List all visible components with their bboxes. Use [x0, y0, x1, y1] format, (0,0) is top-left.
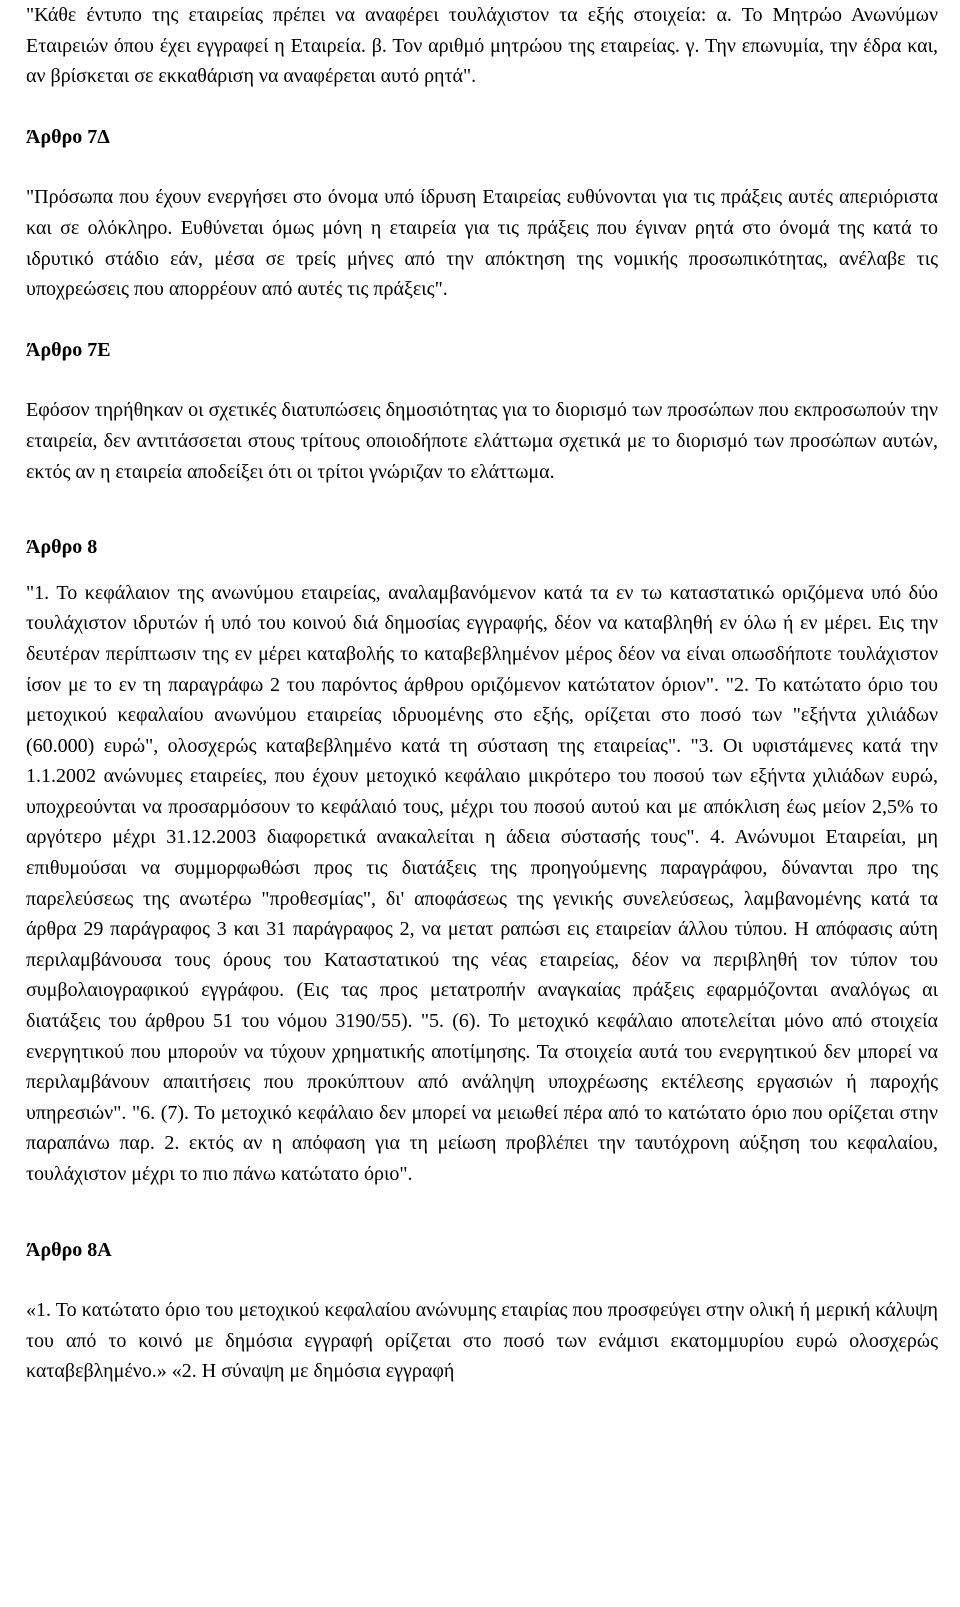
document-page	[26, 0, 938, 1387]
article-8a-heading: Άρθρο 8Α	[26, 1238, 112, 1261]
article-7d-body: "Πρόσωπα που έχουν ενεργήσει στο όνομα υπό ίδρυση Εταιρείας ευθύνονται για τις πράξεις αυτές απεριόριστα και σε ολόκληρο. Ευθύνεται όμως μόνη η εταιρεία για τις πράξεις που έγιναν ρητά στο όνομά της κατά το ιδρυτικό στάδιο εάν, μέσα σε τρείς μήνες από την απόκτηση της νομικής προσωπικότητας, ανέλαβε τις υποχρεώσεις που απορρέουν από αυτές τις πράξεις".	[26, 186, 938, 301]
article-8-heading: Άρθρο 8	[26, 536, 98, 559]
intro-paragraph: "Κάθε έντυπο της εταιρείας πρέπει να αναφέρει τουλάχιστον τα εξής στοιχεία: α. Το Μητρώο Ανωνύμων Εταιρειών όπου έχει εγγραφεί η Εταιρεία. β. Τον αριθμό μητρώου της εταιρείας. γ. Την επωνυμία, την έδρα και, αν βρίσκεται σε εκκαθάριση να αναφέρεται αυτό ρητά".	[26, 4, 938, 88]
article-8a-body: «1. Το κατώτατο όριο του μετοχικού κεφαλαίου ανώνυμης εταιρίας που προσφεύγει στην ολική ή μερική κάλυψη του από το κοινό με δημόσια εγγραφή ορίζεται στο ποσό των ενάμισι εκατομμυρίου ευρώ ολοσχερώς καταβεβλημένο.» «2. Η σύναψη με δημόσια εγγραφή	[26, 1299, 938, 1383]
article-7d-heading: Άρθρο 7Δ	[26, 125, 110, 148]
article-8-body: "1. Το κεφάλαιον της ανωνύμου εταιρείας, αναλαμβανόμενον κατά τα εν τω καταστατικώ οριζόμενα υπό δύο τουλάχιστον ιδρυτών ή υπό του κοινού διά δημοσίας εγγραφής, δέον να καταβληθή εν όλω ή εν μέρει. Εις την δευτέραν περίπτωσιν της εν μέρει καταβολής το καταβεβλημένον μέρος δέον να είναι οπωσδήποτε τουλάχιστον ίσον με το εν τη παραγράφω 2 του παρόντος άρθρου οριζόμενον κατώτατον όριον". "2. Το κατώτατο όριο του μετοχικού κεφαλαίου ανωνύμου εταιρείας ιδρυομένης στο εξής, ορίζεται στο ποσό των "εξήντα χιλιάδων (60.000) ευρώ", ολοσχερώς καταβεβλημένο κατά τη σύσταση της εταιρείας". "3. Οι υφιστάμενες κατά την 1.1.2002 ανώνυμες εταιρείες, που έχουν μετοχικό κεφάλαιο μικρότερο του ποσού των εξήντα χιλιάδων ευρώ, υποχρεούνται να προσαρμόσουν το κεφάλαιό τους, μέχρι του ποσού αυτού και με απόκλιση έως μείον 2,5% το αργότερο μέχρι 31.12.2003 διαφορετικά ανακαλείται η άδεια σύστασής τους". 4. Ανώνυμοι Εταιρείαι, μη επιθυμούσαι να συμμορφωθώσι προς τις διατάξεις της προηγούμενης παραγράφου, δύνανται προ της παρελεύσεως της ανωτέρω "προθεσμίας", δι' αποφάσεως της γενικής συνελεύσεως, λαμβανομένης κατά τα άρθρα 29 παράγραφος 3 και 31 παράγραφος 2, να μετατ ραπώσι εις εταιρείαν άλλου τύπου. Η απόφασις αύτη περιλαμβάνουσα τους όρους του Καταστατικού της νέας εταιρείας, δέον να περιβληθή τον τύπον του συμβολαιογραφικού εγγράφου. (Εις τας προς μετατροπήν αναγκαίας πράξεις εφαρμόζονται αναλόγως αι διατάξεις του άρθρου 51 του νόμου 3190/55). "5. (6). Το μετοχικό κεφάλαιο αποτελείται μόνο από στοιχεία ενεργητικού που μπορούν να τύχουν χρηματικής αποτίμησης. Τα στοιχεία αυτά του ενεργητικού δεν μπορεί να περιλαμβάνουν απαιτήσεις που προκύπτουν από ανάληψη υποχρέωσης εκτέλεσης εργασιών ή παροχής υπηρεσιών". "6. (7). Το μετοχικό κεφάλαιο δεν μπορεί να μειωθεί πέρα από το κατώτατο όριο που ορίζεται στην παραπάνω παρ. 2. εκτός αν η απόφαση για τη μείωση προβλέπει την ταυτόχρονη αύξηση του κεφαλαίου, τουλάχιστον μέχρι το πιο πάνω κατώτατο όριο".	[26, 581, 938, 1185]
article-7e-heading: Άρθρο 7Ε	[26, 338, 111, 361]
article-7e-body: Εφόσον τηρήθηκαν οι σχετικές διατυπώσεις δημοσιότητας για το διορισμό των προσώπων που εκπροσωπούν την εταιρεία, δεν αντιτάσσεται στους τρίτους οποιοδήποτε ελάττωμα σχετικά με το διορισμό των προσώπων αυτών, εκτός αν η εταιρεία αποδείξει ότι οι τρίτοι γνώριζαν το ελάττωμα.	[26, 399, 938, 483]
